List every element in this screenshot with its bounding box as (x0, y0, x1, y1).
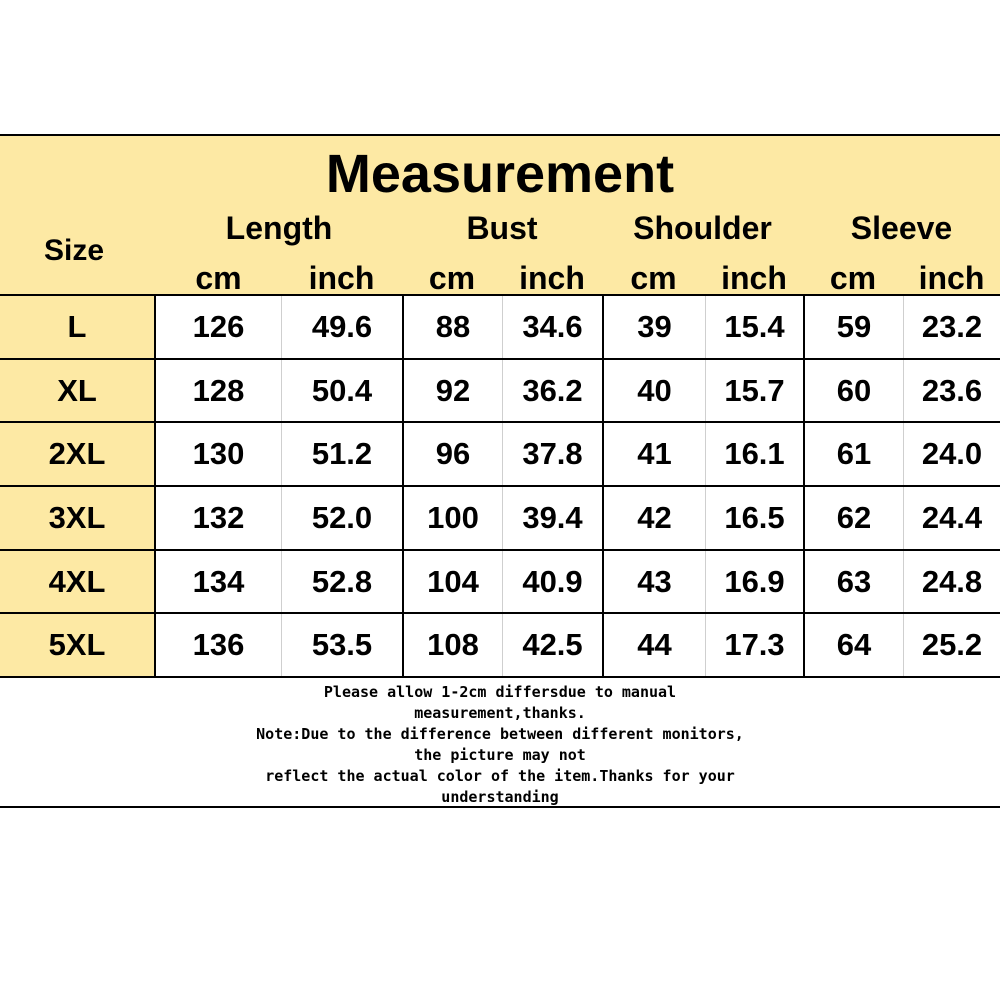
group-header-sleeve: Sleeve (850, 210, 953, 246)
table-row (0, 614, 1000, 678)
note-line: the picture may not (414, 746, 586, 764)
unit-header-inch: inch (918, 260, 985, 296)
value-cell: 50.4 (281, 360, 402, 422)
value-cell: 62 (803, 487, 903, 549)
value-cell: 39.4 (502, 487, 602, 549)
value-cell: 100 (402, 487, 502, 549)
table-row (0, 360, 1000, 424)
note-line: measurement,thanks. (414, 704, 586, 722)
table-row (0, 296, 1000, 360)
table-body (0, 296, 1000, 678)
value-cell: 64 (803, 614, 903, 676)
value-cell: 52.8 (281, 551, 402, 613)
value-cell: 25.2 (903, 614, 1000, 676)
value-cell: 104 (402, 551, 502, 613)
table-row (0, 487, 1000, 551)
value-cell: 61 (803, 423, 903, 485)
value-cell: 16.1 (705, 423, 803, 485)
size-cell: 4XL (0, 551, 156, 613)
size-cell: 2XL (0, 423, 156, 485)
table-title: Measurement (325, 144, 675, 204)
value-cell: 41 (602, 423, 705, 485)
note-line: Note:Due to the difference between different monitors, (256, 725, 744, 743)
value-cell: 126 (192, 308, 245, 344)
unit-header-cm: cm (829, 260, 877, 296)
value-cell: 40 (602, 360, 705, 422)
value-cell: 24.0 (903, 423, 1000, 485)
value-cell: 96 (402, 423, 502, 485)
group-header-bust: Bust (466, 210, 538, 246)
value-cell: 128 (192, 372, 245, 408)
value-cell: 15.4 (705, 296, 803, 358)
value-cell: 16.5 (705, 487, 803, 549)
unit-header-inch: inch (308, 260, 375, 296)
unit-header-cm: cm (428, 260, 476, 296)
value-cell: 63 (803, 551, 903, 613)
value-cell: 134 (192, 563, 245, 599)
value-cell: 17.3 (705, 614, 803, 676)
value-cell: 16.9 (705, 551, 803, 613)
size-cell: XL (0, 360, 156, 422)
value-cell: 59 (803, 296, 903, 358)
table-row (0, 551, 1000, 615)
value-cell: 37.8 (502, 423, 602, 485)
group-header-shoulder: Shoulder (633, 210, 772, 246)
value-cell: 88 (402, 296, 502, 358)
value-cell: 39 (602, 296, 705, 358)
value-cell: 60 (803, 360, 903, 422)
value-cell: 34.6 (502, 296, 602, 358)
value-cell: 49.6 (281, 296, 402, 358)
group-header-length: Length (225, 210, 333, 246)
value-cell: 15.7 (705, 360, 803, 422)
value-cell: 24.8 (903, 551, 1000, 613)
value-cell: 36.2 (502, 360, 602, 422)
table-header (0, 134, 1000, 296)
value-cell: 52.0 (281, 487, 402, 549)
table-row (0, 423, 1000, 487)
value-cell: 23.2 (903, 296, 1000, 358)
note-section (0, 678, 1000, 808)
value-cell: 23.6 (903, 360, 1000, 422)
size-cell: 3XL (0, 487, 156, 549)
size-column-header: Size (43, 234, 105, 267)
value-cell: 43 (602, 551, 705, 613)
value-cell: 42.5 (502, 614, 602, 676)
unit-header-inch: inch (721, 260, 787, 296)
value-cell: 92 (402, 360, 502, 422)
note-line: reflect the actual color of the item.Thanks for your (265, 767, 735, 785)
value-cell: 51.2 (281, 423, 402, 485)
value-cell: 130 (192, 436, 245, 472)
value-cell: 108 (402, 614, 502, 676)
value-cell: 42 (602, 487, 705, 549)
value-cell: 132 (192, 499, 245, 535)
value-cell: 136 (192, 627, 245, 663)
note-line: understanding (441, 788, 559, 806)
unit-header-inch: inch (519, 260, 585, 296)
value-cell: 40.9 (502, 551, 602, 613)
note-line: Please allow 1-2cm differsdue to manual (323, 683, 677, 701)
value-cell: 24.4 (903, 487, 1000, 549)
size-cell: L (0, 296, 156, 358)
size-cell: 5XL (0, 614, 156, 676)
value-cell: 44 (602, 614, 705, 676)
value-cell: 53.5 (281, 614, 402, 676)
unit-header-cm: cm (195, 260, 242, 296)
unit-header-cm: cm (630, 260, 677, 296)
